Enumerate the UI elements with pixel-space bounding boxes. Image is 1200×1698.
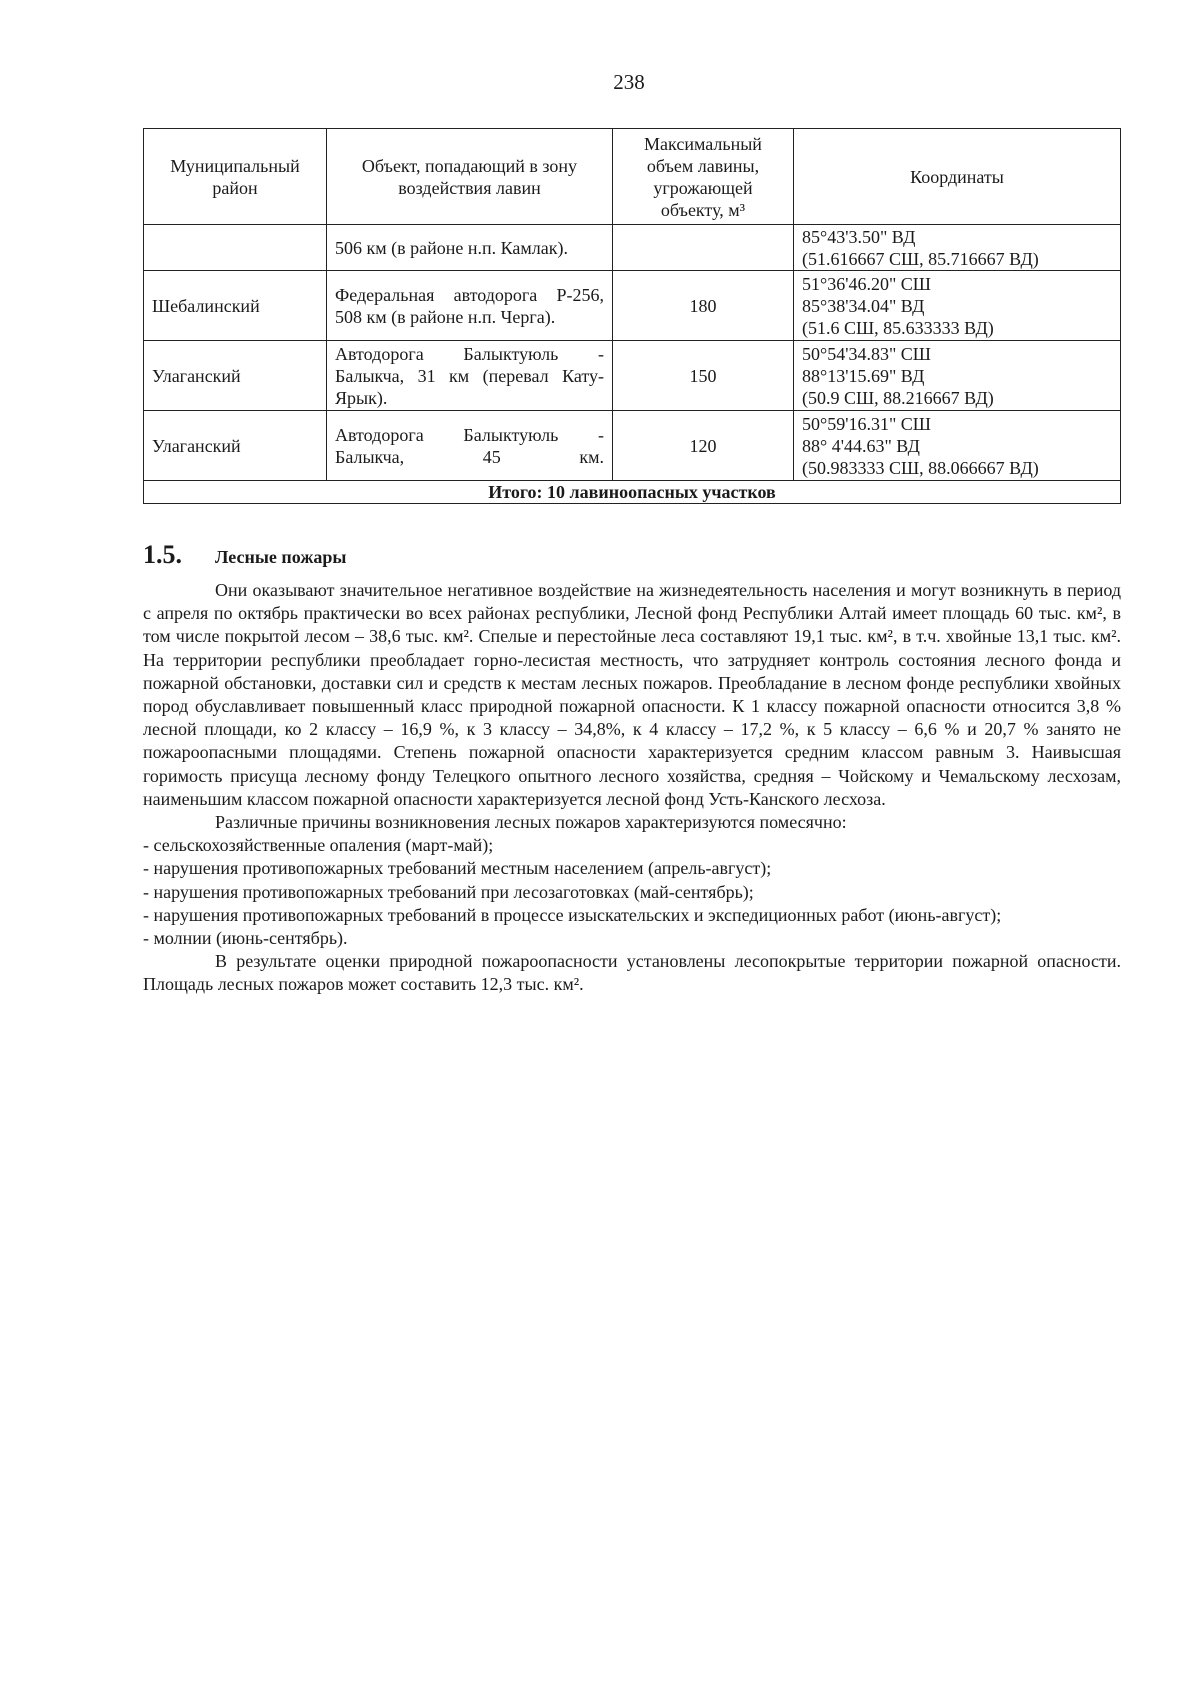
- paragraph: В результате оценки природной пожароопасности установлены лесопокрытые территории пожарной опасности. Площадь лесных пожаров может составить 12,3 тыс. км².: [143, 951, 1121, 995]
- coordinates-cell: 51°36'46.20" СШ 85°38'34.04" ВД (51.6 СШ, 85.633333 ВД): [794, 271, 1121, 341]
- section-title: Лесные пожары: [215, 547, 347, 567]
- header-coordinates: Координаты: [794, 129, 1121, 225]
- table-row: [144, 271, 1121, 341]
- coordinates-cell: 85°43'3.50" ВД (51.616667 СШ, 85.716667 ВД): [794, 225, 1121, 271]
- volume-cell: 120: [613, 411, 794, 481]
- district-cell: Улаганский: [144, 341, 327, 411]
- list-item: - сельскохозяйственные опаления (март-май);: [143, 835, 494, 856]
- district-cell: Шебалинский: [144, 271, 327, 341]
- object-cell: 506 км (в районе н.п. Камлак).: [327, 225, 613, 271]
- object-cell: Автодорога Балыктуюль - Балыкча, 31 км (перевал Кату-Ярык).: [327, 341, 613, 411]
- object-cell: Автодорога Балыктуюль - Балыкча, 45 км.: [327, 411, 613, 481]
- avalanche-table: [143, 128, 1121, 504]
- list-item: - нарушения противопожарных требований в процессе изыскательских и экспедиционных работ (июнь-август);: [143, 904, 1002, 925]
- table-total: Итого: 10 лавиноопасных участков: [144, 481, 1121, 504]
- table-header-row: [144, 129, 1121, 225]
- district-cell: [144, 225, 327, 271]
- table-row: [144, 411, 1121, 481]
- object-cell: Федеральная автодорога Р-256, 508 км (в районе н.п. Черга).: [327, 271, 613, 341]
- coordinates-cell: 50°59'16.31" СШ 88° 4'44.63" ВД (50.983333 СШ, 88.066667 ВД): [794, 411, 1121, 481]
- header-object: Объект, попадающий в зону воздействия лавин: [327, 129, 613, 225]
- paragraph: Они оказывают значительное негативное воздействие на жизнедеятельность населения и могут возникнуть в период с апреля по октябрь практически во всех районах республики, Лесной фонд Республики Алтай имеет площадь 60 тыс. км², в том числе покрытой лесом – 38,6 тыс. км². Спелые и перестойные леса составляют 19,1 тыс. км², в т.ч. хвойные 13,1 тыс. км². На территории республики преобладает горно-лесистая местность, что затрудняет контроль состояния лесного фонда и пожарной обстановки, доставки сил и средств к местам лесных пожаров. Преобладание в лесном фонде республики хвойных пород обуславливает повышенный класс природной пожарной опасности. К 1 классу пожарной опасности относится 3,8 % лесной площади, ко 2 классу – 16,9 %, к 3 классу – 34,8%, к 4 классу – 17,2 %, к 5 классу – 6,6 % и 20,7 % занято не пожароопасными площадями. Степень пожарной опасности характеризуется средним классом равным 3. Наивысшая горимость присуща лесному фонду Телецкого опытного лесного хозяйства, средняя – Чойскому и Чемальскому лесхозам, наименьшим классом пожарной опасности характеризуется лесной фонд Усть-Канского лесхоза.: [143, 580, 1121, 809]
- volume-cell: 150: [613, 341, 794, 411]
- list-item: - нарушения противопожарных требований местным населением (апрель-август);: [143, 858, 772, 879]
- causes-list: [143, 834, 1121, 950]
- volume-cell: 180: [613, 271, 794, 341]
- section-number: 1.5.: [143, 540, 182, 569]
- volume-cell: [613, 225, 794, 271]
- header-volume: Максимальный объем лавины, угрожающей объекту, м³: [613, 129, 794, 225]
- table-row: [144, 341, 1121, 411]
- district-cell: Улаганский: [144, 411, 327, 481]
- section-body: [143, 579, 1121, 997]
- page-number: 238: [613, 70, 645, 94]
- header-district: Муниципальный район: [144, 129, 327, 225]
- table-row: [144, 225, 1121, 271]
- paragraph: Различные причины возникновения лесных пожаров характеризуются помесячно:: [215, 812, 847, 833]
- list-item: - нарушения противопожарных требований при лесозаготовках (май-сентябрь);: [143, 881, 754, 902]
- table-total-row: [144, 481, 1121, 504]
- coordinates-cell: 50°54'34.83" СШ 88°13'15.69" ВД (50.9 СШ, 88.216667 ВД): [794, 341, 1121, 411]
- section-heading: [143, 540, 1121, 570]
- list-item: - молнии (июнь-сентябрь).: [143, 928, 348, 949]
